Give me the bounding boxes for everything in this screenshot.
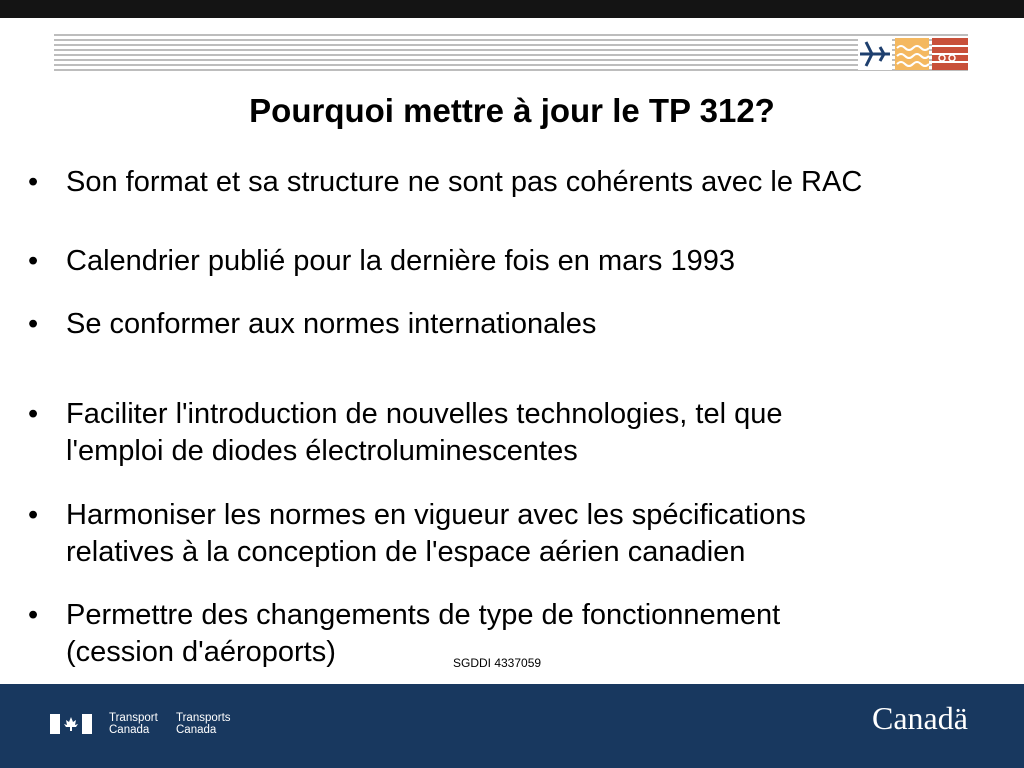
transport-modes-logo (858, 34, 970, 74)
rail-icon (932, 38, 968, 70)
bullet-line: Calendrier publié pour la dernière fois en mars 1993 (66, 245, 735, 277)
bullet-dot: • (28, 599, 39, 631)
department-line: Transports (176, 712, 231, 724)
bullet-item (28, 164, 1018, 201)
airplane-icon (858, 38, 892, 70)
bullet-line: l'emploi de diodes électroluminescentes (66, 435, 578, 467)
department-name-en (109, 712, 158, 736)
canada-wordmark: Canadä (872, 700, 968, 736)
bullet-item (28, 306, 1018, 343)
bullet-line: Son format et sa structure ne sont pas cohérents avec le RAC (66, 166, 863, 198)
bullet-line: Se conformer aux normes internationales (66, 308, 597, 340)
department-line: Canada (176, 724, 217, 736)
bullet-item (28, 396, 1018, 470)
bullet-dot: • (28, 398, 39, 430)
bullet-dot: • (28, 308, 39, 340)
bullet-line: (cession d'aéroports) (66, 636, 336, 668)
top-bar (0, 0, 1024, 18)
bullet-line: Permettre des changements de type de fonctionnement (66, 599, 781, 631)
canada-flag-icon (50, 714, 92, 734)
bullet-line: Faciliter l'introduction de nouvelles technologies, tel que (66, 398, 783, 430)
department-line: Transport (109, 712, 158, 724)
bullet-dot: • (28, 245, 39, 277)
bullet-line: relatives à la conception de l'espace aérien canadien (66, 536, 746, 568)
bullet-dot: • (28, 499, 39, 531)
bullet-item (28, 243, 1018, 280)
document-reference: SGDDI 4337059 (453, 656, 542, 670)
slide-title: Pourquoi mettre à jour le TP 312? (249, 92, 775, 129)
ship-icon (895, 38, 929, 70)
bullet-line: Harmoniser les normes en vigueur avec les spécifications (66, 499, 806, 531)
header-stripes (54, 34, 968, 72)
department-line: Canada (109, 724, 150, 736)
bullet-item (28, 497, 1018, 571)
department-name-fr (176, 712, 231, 736)
bullet-dot: • (28, 166, 39, 198)
